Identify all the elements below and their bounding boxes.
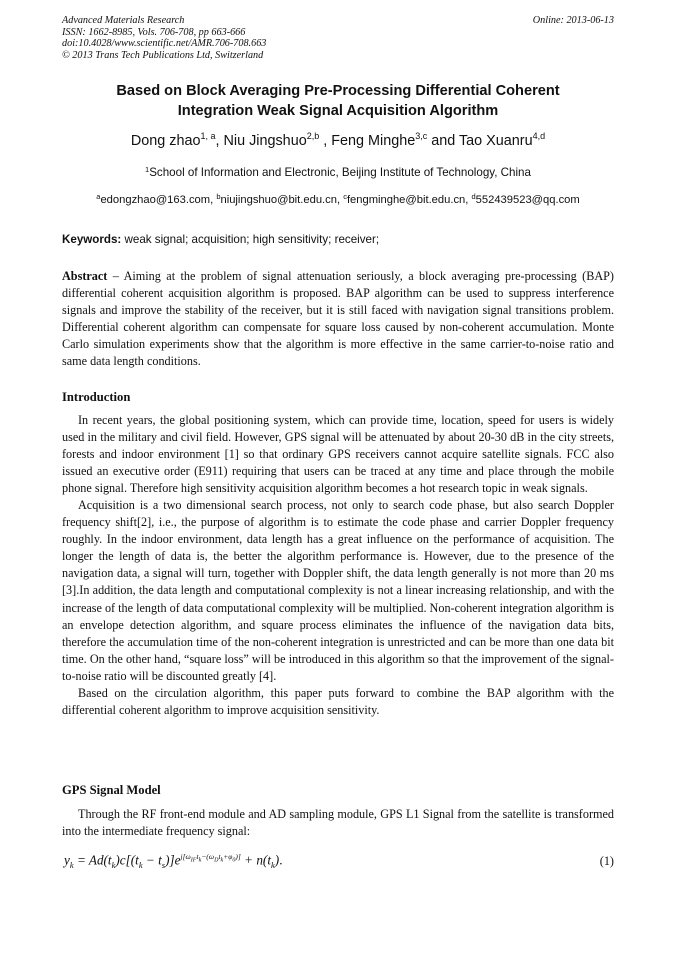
author-separator: , — [319, 133, 332, 149]
author-superscript: 1, a — [200, 131, 216, 141]
author-name: Tao Xuanru — [458, 133, 533, 149]
journal-header — [62, 15, 614, 61]
body-paragraph: Acquisition is a two dimensional search process, not only to search code phase, but also search Doppler frequency shift[2], i.e., the purpose of algorithm is to estimate the code phase and carrier Doppler frequency roughly. In the indoor environment, data length has a great influence on the performance of acquisition. The longer the length of data is, the better the algorithm performance is. However, due to the presence of the navigation data, a signal will turn, together with Doppler shift, the data length generally is not more than 20 ms [3].In addition, the data length and computational complexity is not a linear increasing relationship, and with the increase of the length of data computational complexity will be multiplied. Non-coherent integration algorithm is an envelope detection algorithm, and square process eliminates the influence of the navigation data bits, therefore the accumulation time of the non-coherent integration is unrestricted and can be more than one data bit time. On the other hand, “square loss” will be introduced in this algorithm so that the improvement of the signal-to-noise ratio will be discounted greatly [4]. — [62, 498, 615, 683]
author-name: Dong zhao — [130, 133, 201, 149]
author-emails — [62, 193, 614, 207]
abstract-paragraph — [62, 268, 614, 370]
title-line-1: Based on Block Averaging Pre-Processing Differential Coherent — [116, 83, 560, 99]
body-paragraph: Through the RF front-end module and AD sampling module, GPS L1 Signal from the satellite is transformed into the intermediate frequency signal: — [62, 807, 614, 839]
journal-issn: ISSN: 1662-8985, Vols. 706-708, pp 663-666 — [62, 26, 246, 38]
abstract — [62, 268, 614, 370]
keywords-text: weak signal; acquisition; high sensitivity; receiver; — [121, 233, 380, 246]
email-superscript: d — [471, 192, 476, 201]
section-heading-gps-signal-model: GPS Signal Model — [62, 783, 161, 797]
author-name: Feng Minghe — [331, 133, 416, 149]
author-separator: and — [427, 133, 459, 149]
body-paragraph: In recent years, the global positioning system, which can provide time, location, speed for users is widely used in the military and civil field. However, GPS signal will be attenuated by about 20-30 dB in the city streets, forests and indoor environment [1] so that ordinary GPS receivers cannot acquire satellite signals. FCC also issued an executive order (E911) requiring that users can be traced at any time and place through the mobile phone signal. Therefore high sensitivity acquisition algorithm becomes a hot research topic in weak signals. — [62, 413, 614, 496]
author-superscript: 3,c — [415, 131, 428, 141]
email-text: niujingshuo@bit.edu.cn, — [220, 194, 344, 206]
keywords-label: Keywords: — [62, 233, 122, 246]
author-separator: , — [215, 133, 224, 149]
online-date: Online: 2013-06-13 — [532, 15, 614, 26]
introduction-body — [62, 412, 614, 719]
author-superscript: 2,b — [306, 131, 320, 141]
email-text: edongzhao@163.com, — [100, 194, 217, 206]
journal-copyright: © 2013 Trans Tech Publications Ltd, Switzerland — [62, 49, 264, 61]
journal-doi: doi:10.4028/www.scientific.net/AMR.706-708.663 — [62, 38, 267, 50]
paper-title — [62, 81, 614, 121]
equation-expression: $y_k = Ad(t_k)c[(t_k - t_s)]e^{j[\omega_{IF}t_k-(\omega_Dt_k+\varphi_0)]} + n(t_k)$. — [64, 852, 283, 871]
section-heading-introduction: Introduction — [62, 390, 131, 404]
abstract-text: – Aiming at the problem of signal attenuation seriously, a block averaging pre-processing (BAP) differential coherent acquisition algorithm is proposed. BAP algorithm can be used to suppress interference signals and improve the stability of the receiver, but it is still faced with navigation signal transitions problem. Differential coherent algorithm can compensate for square loss caused by non-coherent accumulation. Monte Carlo simulation experiments show that the algorithm is more effective in the same carrier-to-noise ratio and same data length conditions. — [62, 269, 614, 369]
email-superscript: b — [216, 192, 221, 201]
author-list — [62, 131, 614, 151]
author-superscript: 4,d — [532, 131, 546, 141]
equation-1 — [62, 848, 614, 872]
email-superscript: a — [96, 192, 101, 201]
email-superscript: c — [343, 192, 347, 201]
title-line-2: Integration Weak Signal Acquisition Algorithm — [177, 103, 499, 119]
body-paragraph: Based on the circulation algorithm, this paper puts forward to combine the BAP algorithm with the differential coherent algorithm to improve acquisition sensitivity. — [62, 685, 614, 717]
abstract-label: Abstract — [62, 269, 108, 283]
email-text: fengminghe@bit.edu.cn, — [346, 194, 472, 206]
keywords — [62, 233, 614, 247]
affiliation — [62, 166, 614, 180]
journal-name: Advanced Materials Research — [62, 15, 185, 26]
equation-number: (1) — [599, 854, 614, 868]
gps-body — [62, 806, 614, 840]
email-text: 552439523@qq.com — [475, 194, 580, 206]
affiliation-superscript: 1 — [145, 165, 150, 174]
affiliation-text: School of Information and Electronic, Beijing Institute of Technology, China — [149, 166, 531, 179]
author-name: Niu Jingshuo — [223, 133, 307, 149]
